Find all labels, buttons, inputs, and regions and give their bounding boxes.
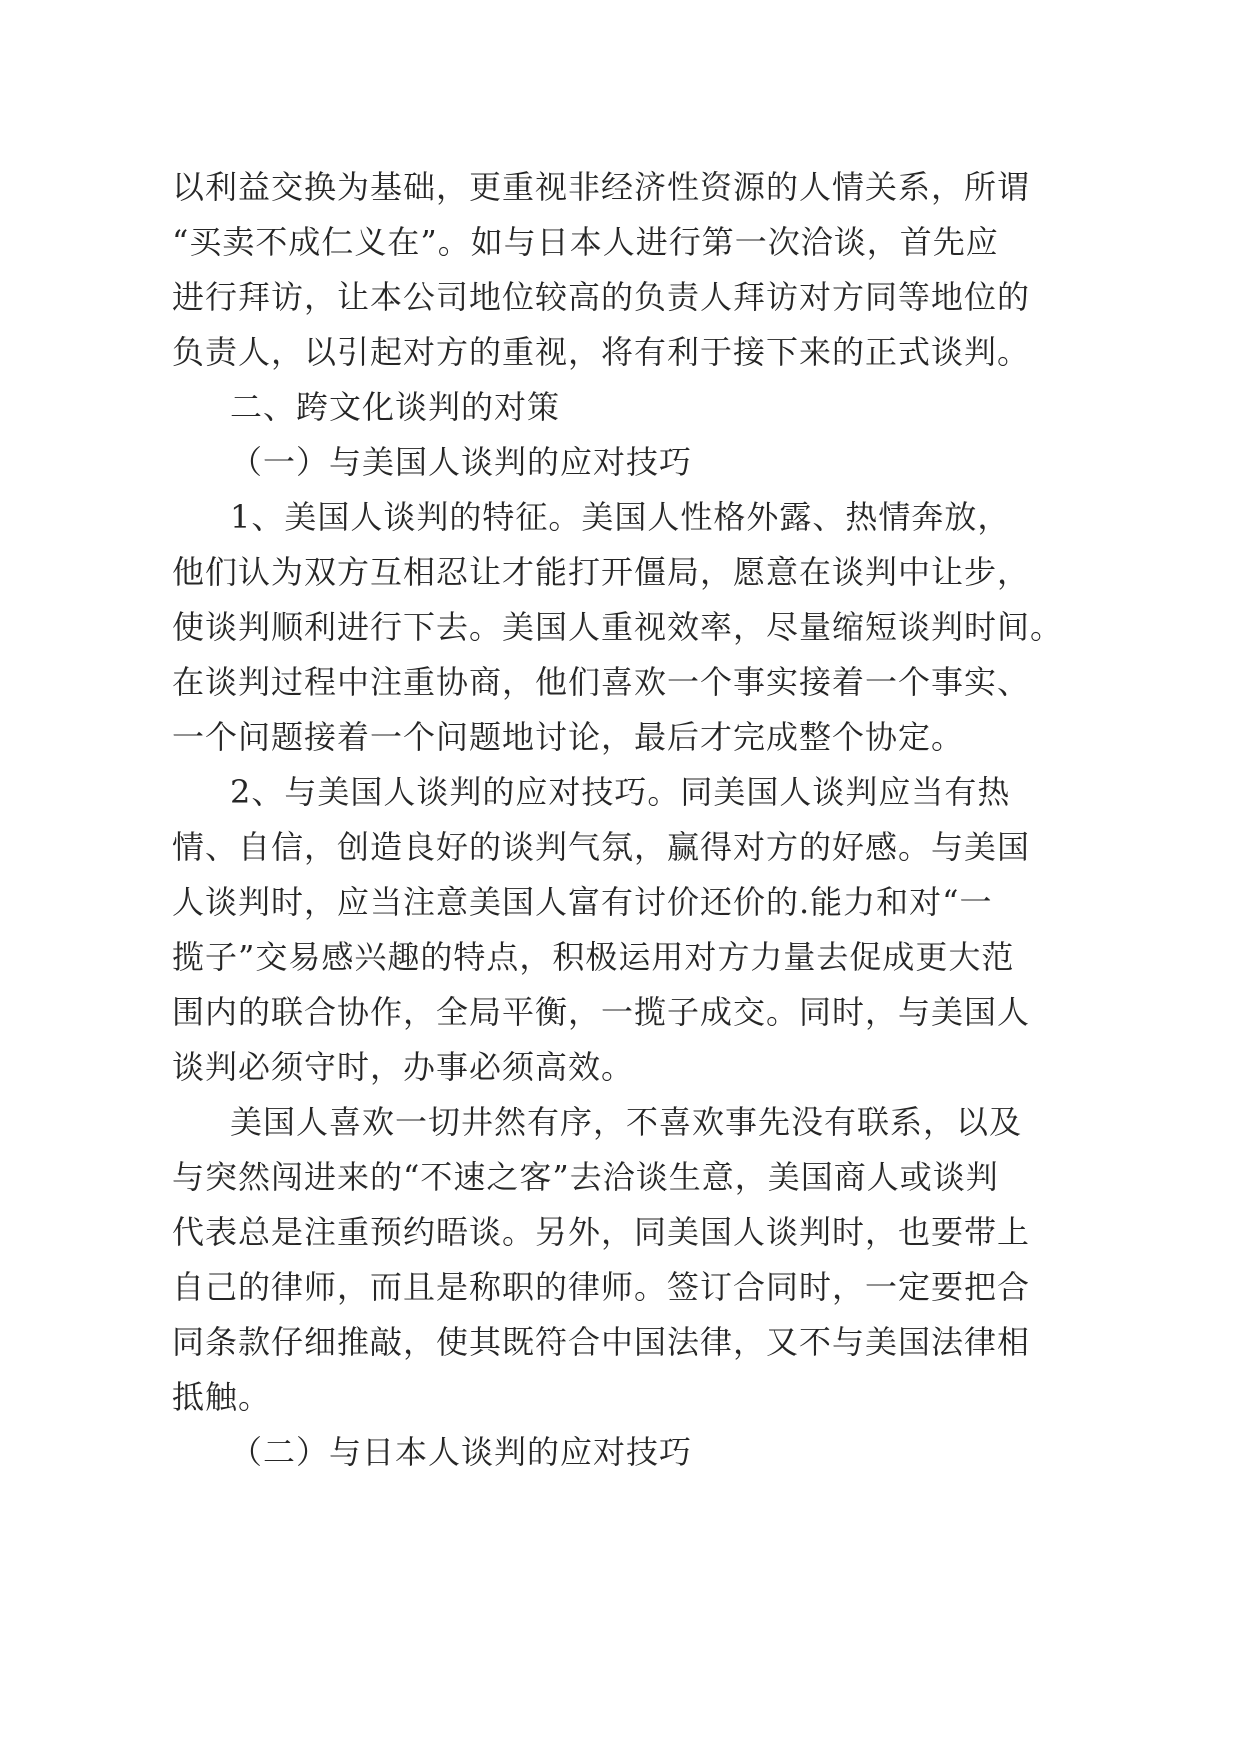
subsection-heading: （一）与美国人谈判的应对技巧 [230, 443, 693, 481]
body-text-line: 谈判必须守时，办事必须高效。 [172, 1048, 635, 1086]
body-text-line: 1、美国人谈判的特征。美国人性格外露、热情奔放， [230, 498, 1011, 536]
body-text-line: 负责人，以引起对方的重视，将有利于接下来的正式谈判。 [172, 333, 1031, 371]
body-text-line: 人谈判时，应当注意美国人富有讨价还价的.能力和对“一 [172, 883, 993, 921]
body-text-line: 进行拜访，让本公司地位较高的负责人拜访对方同等地位的 [172, 278, 1031, 316]
body-text-line: 代表总是注重预约晤谈。另外，同美国人谈判时，也要带上 [172, 1213, 1031, 1251]
body-text-line: 在谈判过程中注重协商，他们喜欢一个事实接着一个事实、 [172, 663, 1031, 701]
body-text-line: 与突然闯进来的“不速之客”去洽谈生意，美国商人或谈判 [172, 1158, 999, 1196]
body-text-line: 自己的律师，而且是称职的律师。签订合同时，一定要把合 [172, 1268, 1031, 1306]
section-heading: 二、跨文化谈判的对策 [230, 388, 561, 426]
body-text-line: 情、自信，创造良好的谈判气氛，赢得对方的好感。与美国 [172, 828, 1031, 866]
body-text-line: 美国人喜欢一切井然有序，不喜欢事先没有联系，以及 [230, 1103, 1023, 1141]
body-text-line: 围内的联合协作，全局平衡，一揽子成交。同时，与美国人 [172, 993, 1031, 1031]
body-text-line: 他们认为双方互相忍让才能打开僵局，愿意在谈判中让步， [172, 553, 1031, 591]
body-text-line: 2、与美国人谈判的应对技巧。同美国人谈判应当有热 [230, 773, 1011, 811]
body-text-line: “买卖不成仁义在”。如与日本人进行第一次洽谈，首先应 [172, 223, 999, 261]
body-text-line: 同条款仔细推敲，使其既符合中国法律，又不与美国法律相 [172, 1323, 1031, 1361]
body-text-line: 使谈判顺利进行下去。美国人重视效率，尽量缩短谈判时间。 [172, 608, 1064, 646]
subsection-heading: （二）与日本人谈判的应对技巧 [230, 1433, 693, 1471]
body-text-line: 揽子”交易感兴趣的特点，积极运用对方力量去促成更大范 [172, 938, 1015, 976]
body-text-line: 抵触。 [172, 1378, 272, 1416]
body-text-line: 一个问题接着一个问题地讨论，最后才完成整个协定。 [172, 718, 965, 756]
body-text-line: 以利益交换为基础，更重视非经济性资源的人情关系，所谓 [172, 168, 1031, 206]
